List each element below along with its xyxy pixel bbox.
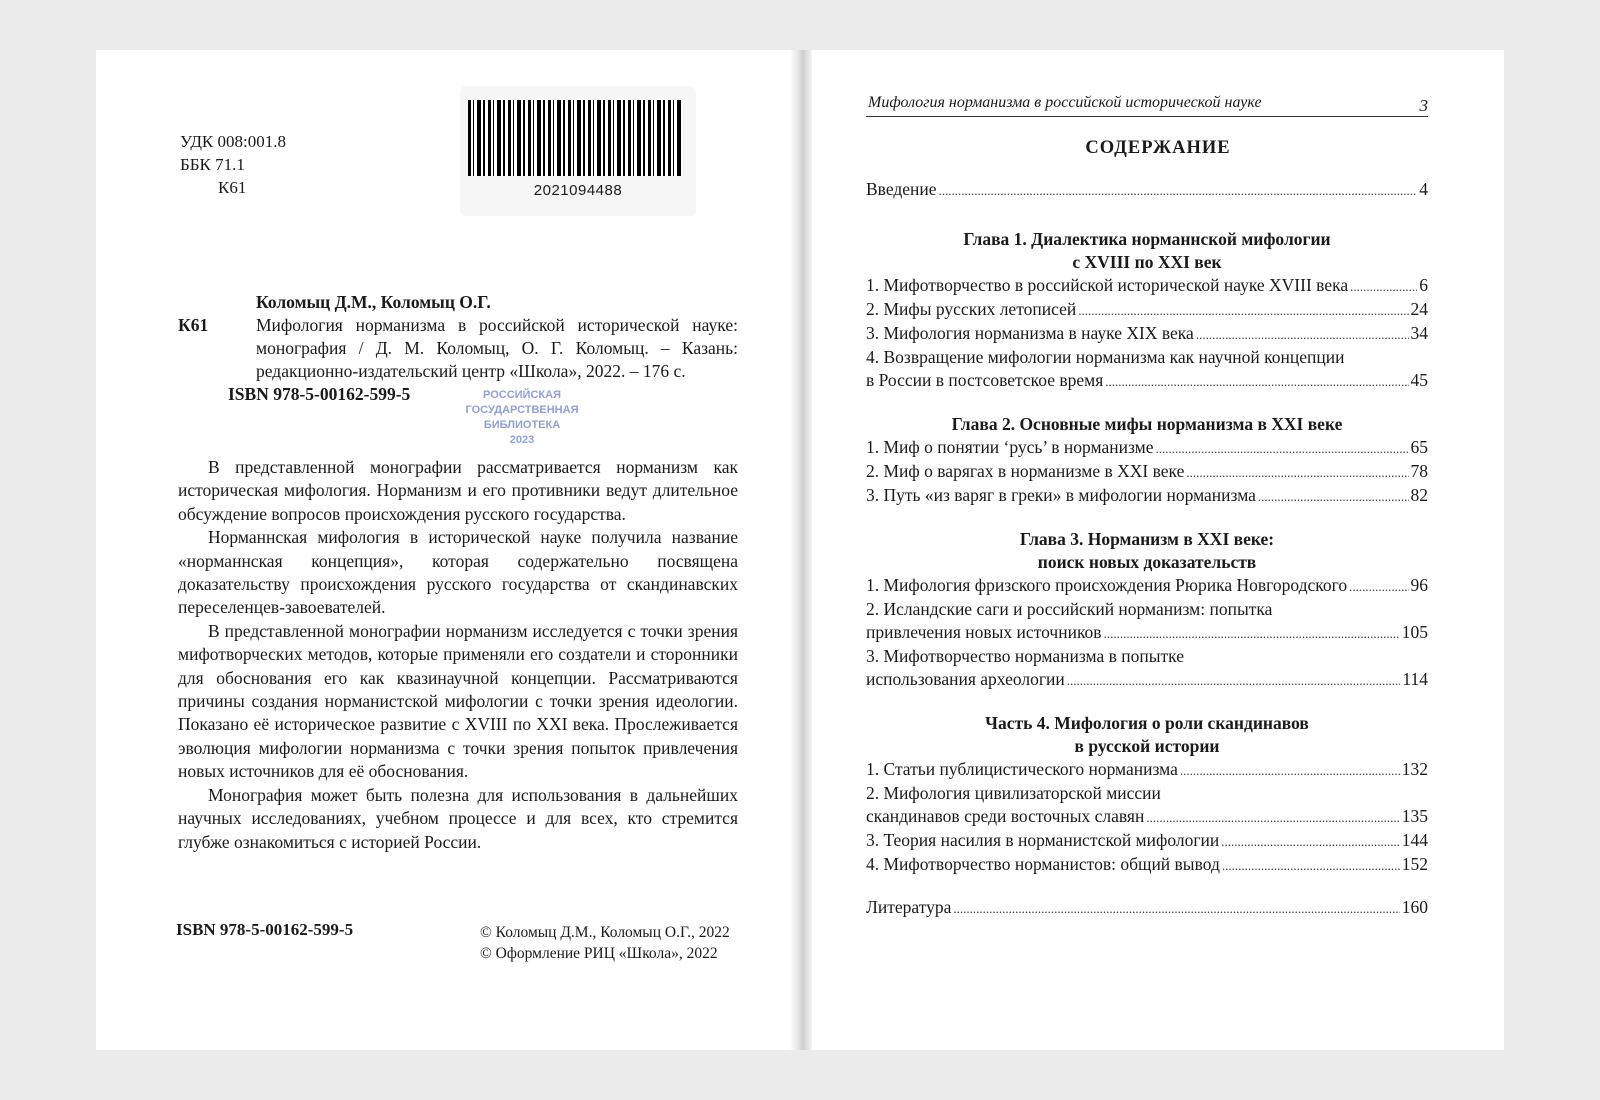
toc-entry-page: 152 — [1401, 854, 1428, 874]
toc-entry — [866, 621, 1428, 645]
annotation-paragraph: В представленной монографии норманизм исследуется с точки зрения мифотворческих методов, которые применяли его создатели и сторонники для обоснования его как квазинаучной концепции. Рассматриваются причины создания норманистской мифологии с точки зрения идеологии. Показано её историческое развитие с XVIII по XXI века. Прослеживается эволюция мифологии норманизма с точки зрения попыток привлечения новых источников для её обоснования. — [178, 620, 738, 782]
left-page — [96, 50, 790, 1050]
author-mark-code: К61 — [218, 178, 247, 197]
toc-entry — [866, 298, 1428, 322]
toc-entry-intro — [866, 178, 1428, 202]
table-of-contents — [866, 178, 1428, 920]
toc-entry-title-line: 2. Мифология цивилизаторской миссии — [866, 783, 1161, 803]
toc-entry — [866, 460, 1428, 484]
toc-entry-title: 1. Мифотворчество в российской исторической науке XVIII века — [866, 275, 1349, 295]
stamp-line: ГОСУДАРСТВЕННАЯ — [465, 404, 579, 416]
toc-entry-page: 160 — [1401, 897, 1428, 917]
stamp-line: БИБЛИОТЕКА — [483, 419, 561, 431]
toc-entry — [866, 484, 1428, 508]
library-stamp — [452, 388, 592, 448]
chapter-title: поиск новых доказательств — [1037, 552, 1257, 572]
toc-entry — [866, 369, 1428, 393]
book-spread — [96, 50, 1504, 1050]
annotation — [178, 456, 738, 854]
toc-entry-page: 135 — [1401, 806, 1428, 826]
copyright — [480, 922, 730, 964]
toc-entry-page: 114 — [1402, 669, 1428, 689]
toc-entry — [866, 574, 1428, 598]
toc-entry-title-line: 3. Мифотворчество норманизма в попытке — [866, 646, 1184, 666]
toc-entry-page: 4 — [1419, 179, 1428, 199]
toc-entry-title: Введение — [866, 179, 937, 199]
toc-entry — [866, 668, 1428, 692]
barcode-icon — [468, 100, 683, 176]
toc-entry-page: 6 — [1419, 275, 1428, 295]
running-title: Мифология норманизма в российской исторической науке — [868, 94, 1262, 111]
toc-entry-page: 24 — [1410, 299, 1428, 319]
toc-entry-page: 34 — [1410, 323, 1428, 343]
annotation-paragraph: Монография может быть полезна для использования в дальнейших научных исследованиях, учебном процессе и для всех, кто стремится глубже ознакомиться с историей России. — [178, 784, 738, 852]
toc-entry — [866, 322, 1428, 346]
toc-entry-title: 2. Миф о варягах в норманизме в XXI веке — [866, 461, 1185, 481]
toc-entry-page: 45 — [1410, 370, 1428, 390]
annotation-paragraph: Норманнская мифология в исторической науке получила название «норманнская концепция», которая содержательно посвящена доказательству происхождения русского государства от скандинавских переселенцев-завоевателей. — [178, 527, 738, 618]
toc-entry-title: скандинавов среди восточных славян — [866, 806, 1145, 826]
running-header — [866, 92, 1428, 117]
chapter-title: Глава 2. Основные мифы норманизма в XXI веке — [951, 414, 1343, 434]
toc-entry-title: 4. Мифотворчество норманистов: общий вывод — [866, 854, 1220, 874]
toc-entry — [866, 758, 1428, 782]
toc-entry-title: 1. Миф о понятии ‘русь’ в норманизме — [866, 437, 1154, 457]
stamp-line: РОССИЙСКАЯ — [483, 389, 561, 401]
page-number: 3 — [1419, 96, 1428, 115]
toc-entry-title: использования археологии — [866, 669, 1065, 689]
toc-entry-title: в России в постсоветское время — [866, 370, 1104, 390]
authors: Коломыц Д.М., Коломыц О.Г. — [256, 292, 491, 312]
toc-entry-page: 78 — [1410, 461, 1428, 481]
toc-entry-title: 3. Путь «из варяг в греки» в мифологии норманизма — [866, 485, 1256, 505]
toc-entry-title: привлечения новых источников — [866, 622, 1102, 642]
toc-entry — [866, 853, 1428, 877]
chapter-3-heading — [866, 528, 1428, 574]
toc-entry-literature — [866, 896, 1428, 920]
toc-entry-title: 2. Мифы русских летописей — [866, 299, 1077, 319]
isbn: ISBN 978-5-00162-599-5 — [228, 384, 411, 404]
chapter-title: Глава 1. Диалектика норманнской мифологии — [963, 229, 1331, 249]
annotation-paragraph: В представленной монографии рассматривается норманизм как историческая мифология. Норманизм и его противники ведут длительное обсуждение вопросов происхождения русского государства. — [178, 457, 738, 524]
stamp-line: 2023 — [509, 434, 535, 446]
barcode-sticker — [460, 86, 696, 216]
isbn-bottom: ISBN 978-5-00162-599-5 — [176, 920, 354, 939]
barcode-number: 2021094488 — [533, 182, 623, 199]
chapter-title: Часть 4. Мифология о роли скандинавов — [985, 713, 1309, 733]
chapter-title: с XVIII по XXI век — [1072, 252, 1222, 272]
chapter-title: Глава 3. Норманизм в XXI веке: — [1019, 529, 1275, 549]
toc-entry-title: 1. Мифология фризского происхождения Рюрика Новгородского — [866, 575, 1348, 595]
chapter-title: в русской истории — [1074, 736, 1220, 756]
toc-entry-title: 1. Статьи публицистического норманизма — [866, 759, 1178, 779]
toc-entry-title: 3. Мифология норманизма в науке XIX века — [866, 323, 1194, 343]
book-gutter — [790, 50, 812, 1050]
copyright-design: © Оформление РИЦ «Школа», 2022 — [480, 945, 718, 962]
toc-entry — [866, 829, 1428, 853]
toc-entry-page: 65 — [1410, 437, 1428, 457]
right-page — [812, 50, 1504, 1050]
toc-entry-page: 82 — [1410, 485, 1428, 505]
toc-entry-title-line: 4. Возвращение мифологии норманизма как научной концепции — [866, 347, 1345, 367]
toc-heading: СОДЕРЖАНИЕ — [1085, 138, 1231, 158]
classification-codes — [180, 130, 286, 199]
toc-entry — [866, 805, 1428, 829]
bbk-code: ББК 71.1 — [180, 155, 245, 174]
toc-entry-page: 144 — [1401, 830, 1428, 850]
bibliographic-description: Мифология норманизма в российской исторической науке: монография / Д. М. Коломыц, О. Г. Коломыц. – Казань: редакционно-издательский центр «Школа», 2022. – 176 с. — [256, 315, 738, 381]
chapter-1-heading — [866, 228, 1428, 274]
chapter-4-heading — [866, 712, 1428, 758]
toc-entry — [866, 436, 1428, 460]
toc-entry-page: 132 — [1401, 759, 1428, 779]
toc-entry-page: 96 — [1410, 575, 1428, 595]
toc-entry-title: Литература — [866, 897, 952, 917]
toc-entry-page: 105 — [1401, 622, 1428, 642]
copyright-authors: © Коломыц Д.М., Коломыц О.Г., 2022 — [480, 924, 730, 941]
chapter-2-heading — [866, 413, 1428, 436]
toc-entry — [866, 274, 1428, 298]
toc-entry-title: 3. Теория насилия в норманистской мифологии — [866, 830, 1220, 850]
author-mark: К61 — [178, 315, 209, 335]
udk-code: УДК 008:001.8 — [180, 132, 286, 151]
toc-entry-title-line: 2. Исландские саги и российский норманизм: попытка — [866, 599, 1273, 619]
